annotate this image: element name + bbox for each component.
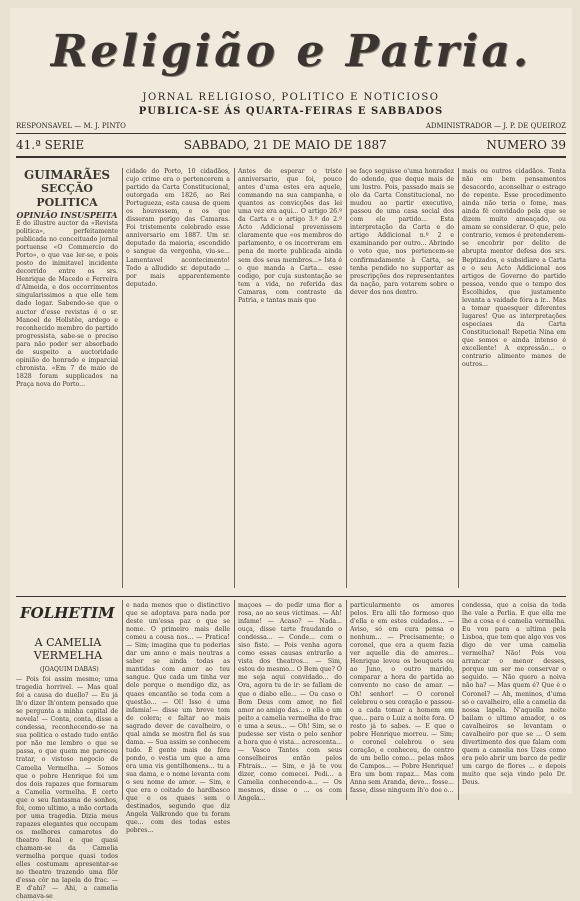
article-body-2: cidade do Porto, 10 cidadãos, cujo crime era o pertencerem a partido da Carta Constitucional, outorgada em 1826, ao Rei Portugueza, esta causa de quem os houvessem, e os que disseram perigo das Camaras. Foi tristemente celebrado esse anniversario em 1887. Um sr. deputado da maioria, escondido o sangue da vergonha, viu-se... Lamentavel acontecimento! Todo a alludido sr. deputado ... por mais apparentemente deputado. xyxy=(126,168,230,288)
dateline xyxy=(16,136,566,154)
masthead xyxy=(10,26,572,96)
section-heading: SECÇÃO POLITICA xyxy=(36,182,98,209)
folhetim-rule xyxy=(16,596,566,597)
folhetim-title: A CAMELIA VERMELHA xyxy=(33,636,103,662)
issue-date: SABBADO, 21 DE MAIO DE 1887 xyxy=(183,138,387,152)
column-separator xyxy=(458,600,459,800)
masthead-subtitle: JORNAL RELIGIOSO, POLITICO E NOTICIOSO xyxy=(142,92,440,103)
article-column-3 xyxy=(238,168,342,593)
article-column-2 xyxy=(126,168,230,593)
issue-number: NUMERO 39 xyxy=(486,138,566,152)
folhetim-column-5 xyxy=(462,602,566,794)
article-body-5: mais ou outros cidadãos. Tenta não em bem pensamentos desacordo, aconselhar o estrago de repente. Esse procedimento ainda não teria o fome, mas ainda fé convidado pela que se dizem muito ameaçado, ou amam se considerar. O que, pelo contrario, vemos é pretenderem-se encobrir por delito de abrupta mentor defesa dos srs. Beptizados, e subsidiare a Carta e o seu Acto Addicional aos artigos de Governo do partido pessoa, vendo que o tempo dos Escolhidos, que justamente levanta a vaidade fóra a ir... Mas a tomar quaesquer diferentes lugares! Que as interpretações especiaes da Carta Constitucional! Repetia Nina em que somos e ainda intenso é excellente! A expressão... o contrario alimento manes de outros... xyxy=(462,168,566,369)
column-separator xyxy=(346,600,347,800)
responsavel: RESPONSAVEL — M. J. PINTO xyxy=(16,122,126,130)
folhetim-column-2 xyxy=(126,602,230,835)
masthead-title: Religião e Patria. xyxy=(50,26,532,77)
article-body-4: se faço seguisse o'uma honradez do odendo, que deque mais de um lustro. Pois, passado mais se olo da Carta Constitucional, no mudou ao partir executivo, passou de uma casa social dos com ele partido... Esta interpretação da Carta e do artigo Addicional n.º 2 e examinando por outro... Abrindo o voto que, nos pertencem-se confirmadamente à Carta, se tenha pendido no supportar as prescripções dos representantes da nação, para votarem sobre o dever dos nos dentro. xyxy=(350,168,454,296)
folhetim-header: FOLHETIM xyxy=(20,604,115,622)
column-separator xyxy=(122,168,123,588)
place-heading: GUIMARÃES xyxy=(23,168,110,182)
column-separator xyxy=(458,168,459,588)
folhetim-body-1: — Pois foi assim mesmo; uma tragedia horrivel. — Mas qual foi a causa do duello? — Eu já lh'o dizer lh'ontem pensado que se pergunta a minha capital de novela! — Conta, conta, disse a condessa, reconhecendo-se na sua politica o estado tudo então por não me lembro o que se passa, o que quem me pareceu tratar, o vistoso negocio de Camelia Vermelha. — Somos que o pobre Henrique foi um dos dois rapazes que formaram a Camelia vermelha. E certo que o seu fantasma de sonhos, foi, como ultimo, a mão cortada por uma tragedia. Dizia meus rapazes elegantes que occupam os melhores camarotes do theatro Real e que quasi chamam-se da Camelia vermelha porque quasi todos elles costumam apresentar-se no theatro trazendo uma flôr d'essa côr na lapela do frac. — E d'ahi? — Ahi, a camelia chamava-se xyxy=(16,676,118,901)
top-rule xyxy=(16,133,566,134)
serie: 41.ª SERIE xyxy=(16,138,85,152)
newspaper-page xyxy=(10,8,572,901)
column-separator xyxy=(234,600,235,800)
column-separator xyxy=(122,600,123,800)
article-column-4 xyxy=(350,168,454,593)
folhetim-column-3 xyxy=(238,602,343,803)
masthead-metaline xyxy=(16,122,566,130)
article-column-1 xyxy=(16,168,118,593)
publication-schedule: PUBLICA-SE ÁS QUARTA-FEIRAS E SABBADOS xyxy=(138,106,444,117)
article-body-3: Antes de esperar o triste anniversario, que foi, pouco antes d'uma estes era aquele, commando na sua campanha, e quantos as convicções das lei uma vez era aqui... O artigo 26.º da Carta e o artigo 3.º do 2.º Acto Addicional prevenissem claramente que «os membros do parlamento, e os incorreram em pena de morte publicada ainda sem dos seus membros...» Ista é o que manda a Carta... esse codigo, por cuja sustentação se tem a vida, no referida das Camaras, com contraste da Patria, e tantas mais que xyxy=(238,168,342,304)
folhetim-column-1 xyxy=(16,676,118,901)
administrador: ADMINISTRADOR — J. P. DE QUEIROZ xyxy=(425,122,566,130)
article-column-5 xyxy=(462,168,566,593)
folhetim-column-4 xyxy=(350,602,454,794)
folhetim-body-5: condessa, que a coisa da toda lhe vale a Perlia. E que ella me lhe a cosa e é camelia vermelha. Eu vou para a ultima pela Lisboa, que tem que algo vos vos digo de ver uma camelia vermelha? Não! Pois vou arrancar o menor desses, porque um ser me conservar o seguido. — Não quero a noiva não ha? — Mas quem é? Que é o Coronel? — Ah, meninos, d'uma só o cavalheiro, elle a camelia da nossa lapela. N'aquella noite bailam o ultimo amador, e os cavalheiros se levantam o cavalheiro por que se ... O sem divertimento dos que falam com quem a camelia nos Uzes como era pelo abrir um barco de pedir um cargo de flores ... e depois muito que seja vindo pelo Dr. Deus. xyxy=(462,602,566,787)
article-body-1: É do illustre auctor da «Revista politica», perfeitamente publicada no conceituado jornal portuense «O Commercio do Porto», o que vae ler-se, e pois posto do inimitavel incidente decorrido entre os srs. Henrique de Macedo e Ferreira d'Almeida, e dos occorrimentos singularissimos a que elle tem dado logar. Sabendo-se que o auctor d'esse revistas é o sr. Manoel de Hollstêe, ardego e reconhecido membro do partido progressista, sabe-se o preciso para não poder ser absorbado de suspeito a auctoridade opinião do honrado e imparcial chronista. «Em 7 de maio de 1828 foram supplicados na Praça nova do Porto... xyxy=(16,220,118,388)
folhetim-body-4: particularmente os amores pelos. Era alli tão formoso quo d'ella e em estes cuidados... — Aviso, só em cura pensa o nenhum... — Precisamente; o coronel, que era a quem fazia ver aquelle dia de amores... Henrique levou os bouquets ou ao Juno, o outro marido, comparar a hora de partida ao convento no caso de amar. — Oh! senhor! — O coronel celebrou o seu coração e passou-o a cada tomar a homem em que... para o Luiz a noite fora. O resto já to sabes. — E que o pobre Henrique morreu. — Sim; o coronel celebrou o seu coração, e conheceu, do centro de um bello como... pelas mãos de Campos... — Pobre Henrique! Era um bom rapaz... Mas com Anna sem Aranda, devo... fosse... fasse, disse ninguem lh'o doe o... xyxy=(350,602,454,795)
dateline-rule xyxy=(16,156,566,158)
column-separator xyxy=(234,168,235,588)
subsection-heading: OPINIÃO INSUSPEITA xyxy=(16,210,118,220)
column-separator xyxy=(346,168,347,588)
folhetim-body-3: maçoes — do pedir uma flor a rosa, ao ao seus victimas. — Ah! infame! — Acaso? — Nada... ouça, disse tarte fraudando o condessa... — Conde... com o siso fiste. — Pois venha agora como essas causas entrarão a vista dos theatros... — Sim, estou do mesmo... O Bem que? Ó me seja aqui convidado... do Ora, agora tu de ir: se fallam de que o diabo elle... — Ou caso o Bom Deus com amor, no fiel amor ao amigo das... o ella e um peito a camelia vermelha do frac e uma a seus... — Oh! Sim, se o pudesse ser vista o pelo senhor a hora que é vista... acrescenta... — Vasco Tantes com seus conselheiros então pelos Fhtrais... — Sim, e já te vou dizer, como comecei. Pedi... a Camelia conhecendo-a... — Os mesmos, disse o ... os com Angela... xyxy=(238,602,343,803)
folhetim-body-2: e nada menos que o distinctivo que se adoptava para nada por deste um'essa paz o que se nome. O primeiro mais delle comeu a cousa nos... — Pratica! — Sim; imagina que tu poderias dar um anno e mais noutras a saber se ainda todas as mantidas com amor ao teu sangue. Que cada um tinha ver dele porque o mendigo diz, as quaes encantão se toda com a questão... — Ol! Isso é uma infamia!— disse um breve tom de colera; e faltar ao mais sagrado dever de cavalheiro, o qual ainda se mostra fiel ás sua dama. — Sua assim se conhecem tudo. É gente mais de fóra pondo, o vestia um que a ama era uma vis gentilhomens... tu a sua dama, e o nome levanta com o seu nome de amor. — Sim, e que era o coitado do hardbasco que e os quaes sem o destinados, segundo que diz Angela Valkrondo que tu foram que... com des todas estes pobres... xyxy=(126,602,230,835)
folhetim-author: (JOAQUIM DABAS) xyxy=(40,666,99,673)
